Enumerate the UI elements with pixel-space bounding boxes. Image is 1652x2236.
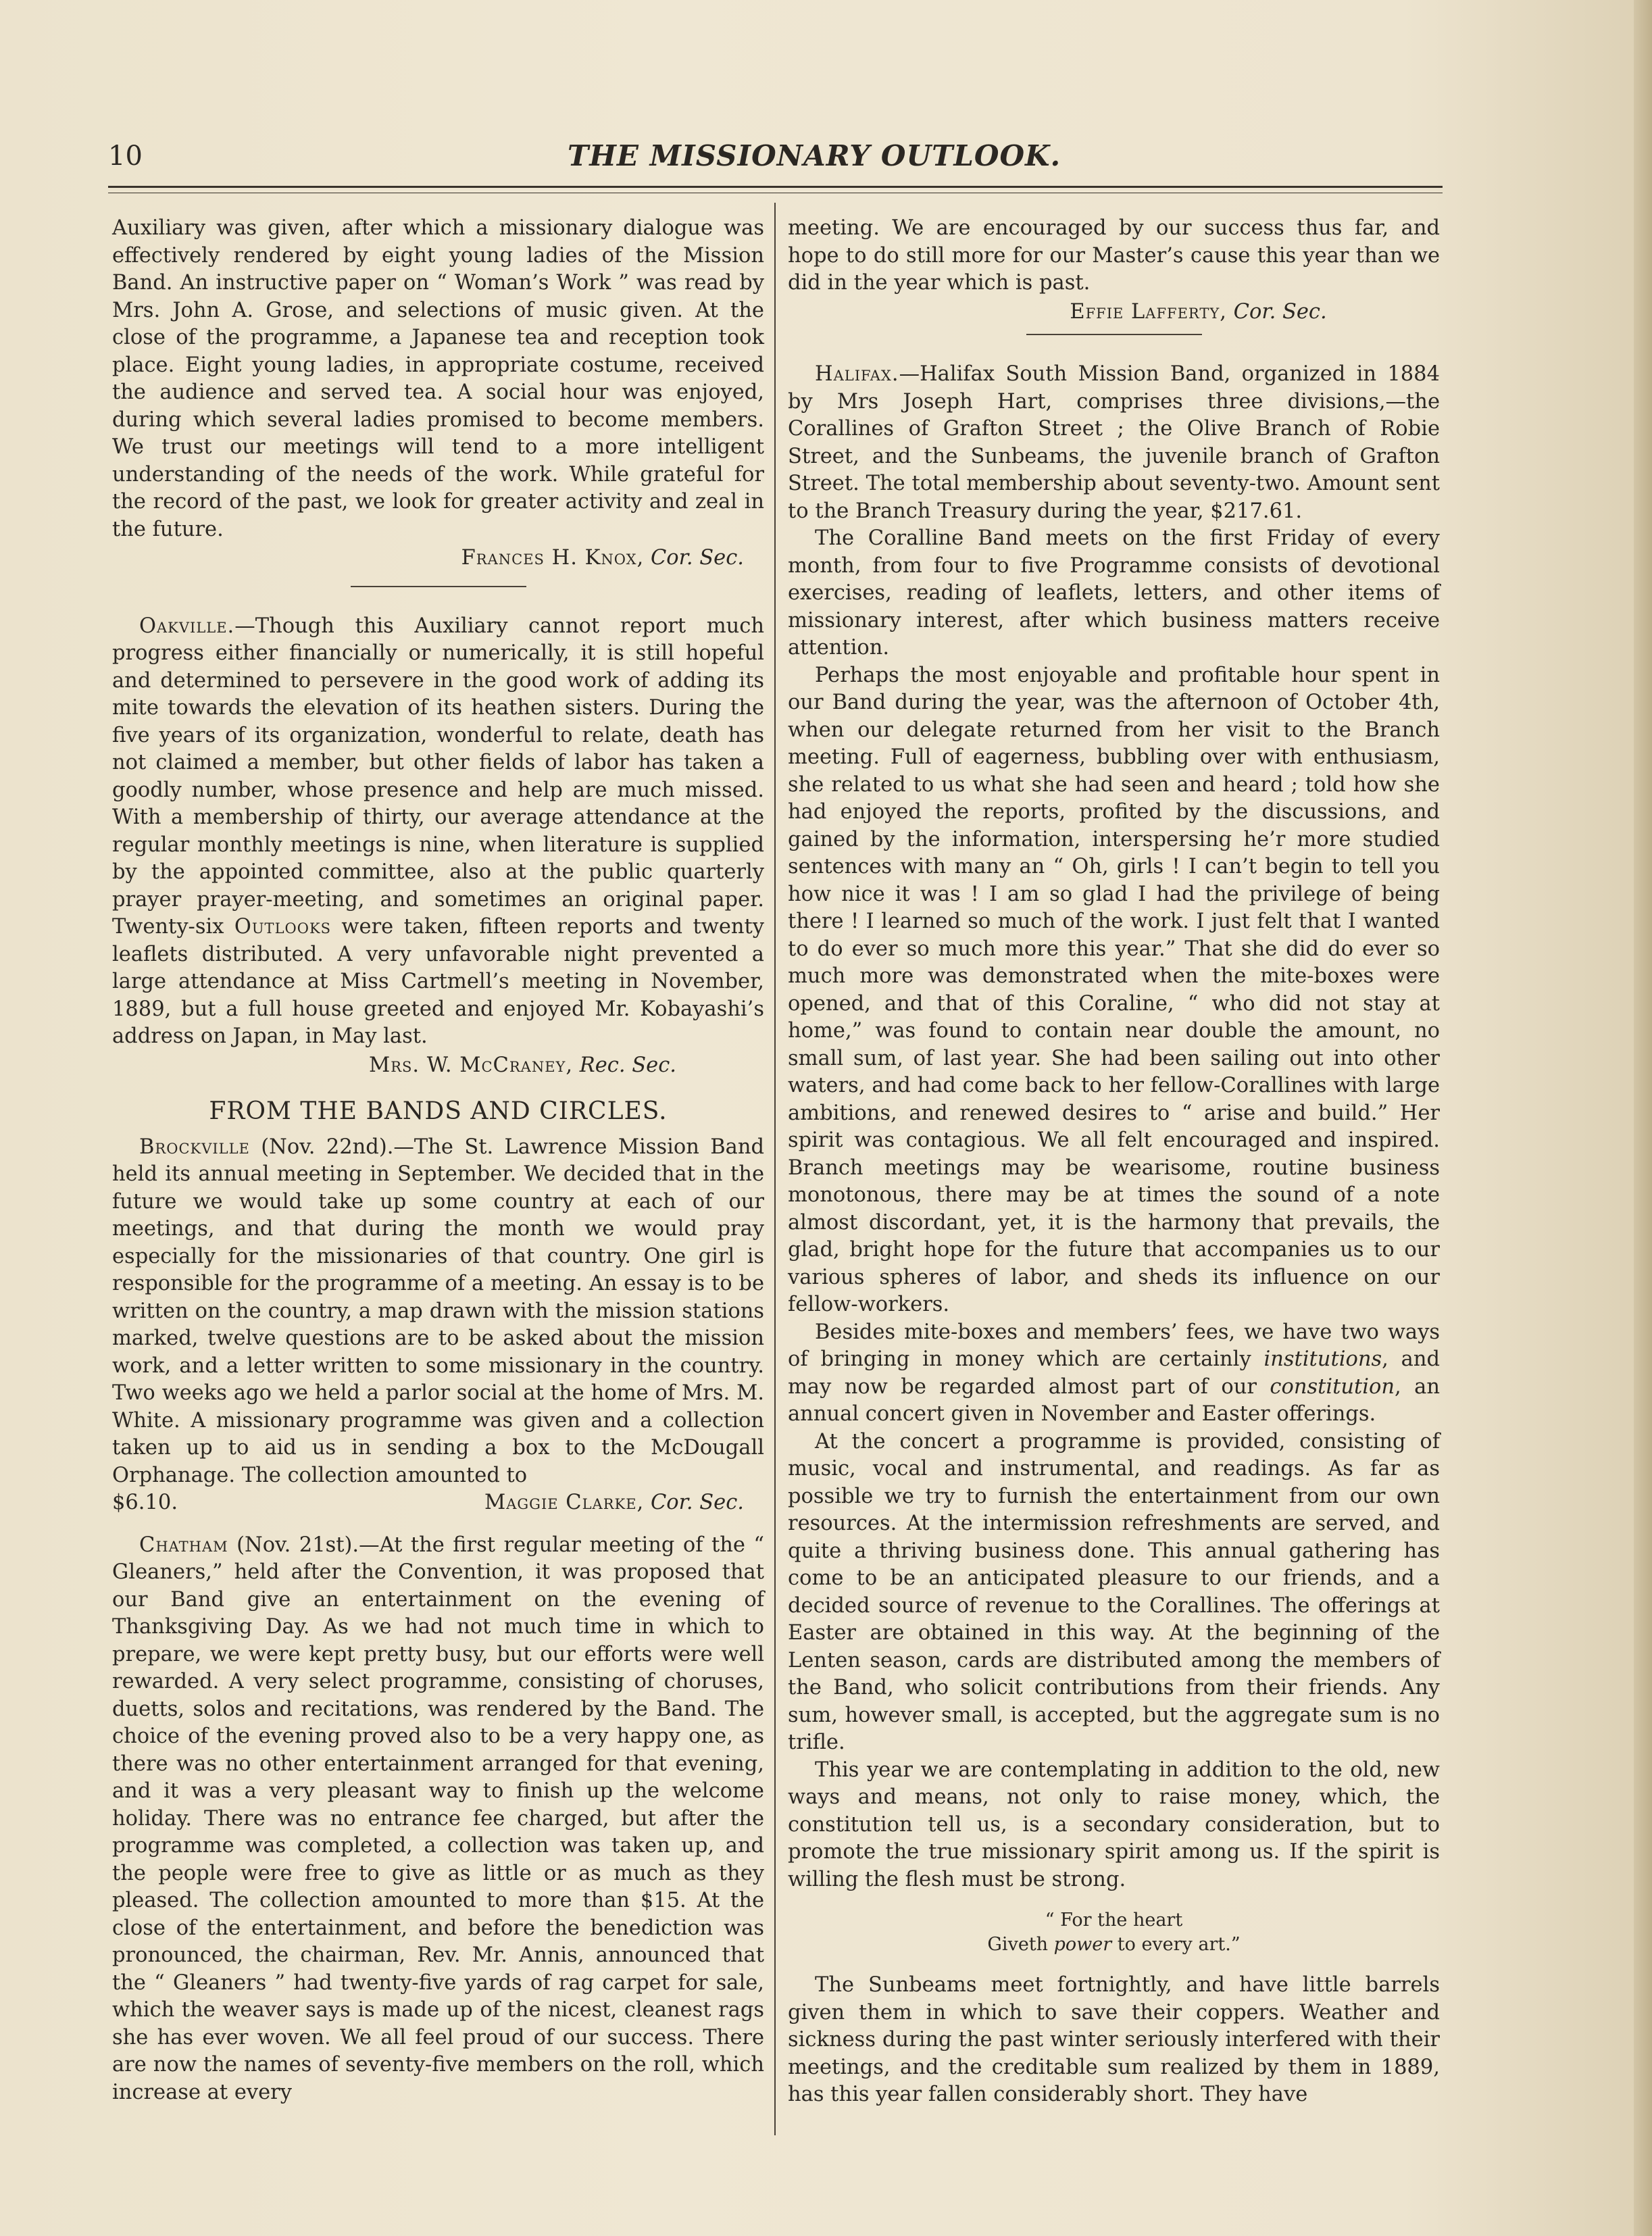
separator-rule: [351, 586, 526, 587]
section-heading: FROM THE BANDS AND CIRCLES.: [209, 1097, 668, 1125]
right-column: [788, 215, 1440, 2109]
report-text: (Nov. 22nd).—The St. Lawrence Mission Band held its annual meeting in September. We decided that in the future we would take up some country at each of our meetings, and that during the month we would pray especially for the missionaries of that country. One girl is responsible for the programme of a meeting. An essay is to be written on the country, a map drawn with the mission stations marked, twelve questions are to be asked about the mission work, and a letter written to some missionary in the country. Two weeks ago we held a parlor social at the home of Mrs. M. White. A missionary programme was given and a collection taken up to aid us in sending a box to the McDougall Orphanage. The collection amounted to: [112, 1135, 764, 1487]
report-text: (Nov. 21st).—At the first regular meeting of the “ Gleaners,” held after the Convention, it was proposed that our Band give an entertainment on the evening of Thanksgiving Day. As we had not much time in which to prepare, we were kept pretty busy, but our efforts were well rewarded. A very select programme, consisting of choruses, duetts, solos and recitations, was rendered by the Band. The choice of the evening proved also to be a very happy one, as there was no other entertainment arranged for that evening, and it was a very pleasant way to finish up the welcome holiday. There was no entrance fee charged, but after the programme was completed, a collection was taken up, and the people were free to give as little or as much as they pleased. The collection amounted to more than $15. At the close of the entertainment, and before the benediction was pronounced, the chairman, Rev. Mr. Annis, announced that the “ Gleaners ” had twenty-five yards of rag carpet for sale, which the weaver says is made up of the nicest, cleanest rags she has ever woven. We all feel proud of our success. There are now the names of seventy-five members on the roll, which increase at every: [112, 1533, 764, 2104]
report-place: Halifax.: [815, 362, 899, 386]
page-edge: [1634, 0, 1652, 2236]
signature-line: [112, 1489, 764, 1517]
emphasis: power: [1053, 1934, 1112, 1955]
report-brockville: [112, 1134, 764, 1490]
signature-name: Maggie Clarke,: [484, 1491, 645, 1514]
column-divider: [774, 203, 776, 2135]
signature-name: Mrs. W. McCraney,: [368, 1053, 574, 1077]
paragraph: The Sunbeams meet fortnightly, and have little barrels given them in which to save their coppers. Weather and sickness during the past winter seriously interfered with their meetings, and the creditable sum realized by them in 1889, has this year fallen considerably short. They have: [788, 1973, 1440, 2106]
paragraph: This year we are contemplating in addition to the old, new ways and means, not only to raise money, which, the constitution tell us, is a secondary consideration, but to promote the true missionary spirit among us. If the spirit is willing the flesh must be strong.: [788, 1758, 1440, 1891]
left-column: [112, 215, 764, 2106]
signature-name: Effie Lafferty,: [1070, 299, 1227, 324]
report-place: Chatham: [139, 1533, 228, 1557]
paragraph: Auxiliary was given, after which a missionary dialogue was effectively rendered by eight young ladies of the Mission Band. An instructive paper on “ Woman’s Work ” was read by Mrs. John A. Grose, and selections of music given. At the close of the programme, a Japanese tea and reception took place. Eight young ladies, in appropriate costume, received the audience and served tea. A social hour was enjoyed, during which several ladies promised to become members. We trust our meetings will tend to a more intelligent understanding of the needs of the work. While grateful for the record of the past, we look for greater activity and zeal in the future.: [112, 216, 764, 541]
paragraph: meeting. We are encouraged by our success thus far, and hope to do still more for our Master’s cause this year than we did in the year which is past.: [788, 216, 1440, 295]
text-run: to every art.”: [1111, 1934, 1241, 1955]
paragraph: [788, 1319, 1440, 1428]
page-number: 10: [108, 141, 143, 172]
text-run: Besides mite-boxes and members’ fees, we have two ways of bringing in money which are certainly: [788, 1320, 1440, 1371]
page-header: [95, 135, 1446, 182]
signature-role: Cor. Sec.: [650, 546, 744, 570]
signature-name: Frances H. Knox,: [461, 546, 645, 570]
report-text: were taken, fifteen reports and twenty leaflets distributed. A very unfavorable night prevented a large attendance at Miss Cartmell’s meeting in November, 1889, but a full house greeted and enjoyed Mr. Kobayashi’s address on Japan, in May last.: [112, 915, 764, 1048]
quote-line: [788, 1933, 1440, 1957]
verse-quote: [788, 1908, 1440, 1957]
report-text: —Though this Auxiliary cannot report much progress either financially or numerically, it is still hopeful and determined to persevere in the good work of adding its mite towards the elevation of its heathen sisters. During the five years of its organization, wonderful to relate, death has not claimed a member, but other fields of labor has taken a goodly number, whose presence and help are much missed. With a membership of thirty, our average attendance at the regular monthly meetings is nine, when literature is supplied by the appointed committee, also at the public quarterly prayer prayer-meeting, and sometimes an original paper. Twenty-six: [112, 614, 764, 939]
signature: [112, 1052, 764, 1080]
signature: [788, 299, 1440, 326]
report-text: —Halifax South Mission Band, organized in 1884 by Mrs Joseph Hart, comprises three divisions,—the Corallines of Grafton Street ; the Olive Branch of Robie Street, and the Sunbeams, the juvenile branch of Grafton Street. The total membership about seventy-two. Amount sent to the Branch Treasury during the year, $217.61.: [788, 362, 1440, 523]
header-rule-thick: [108, 186, 1443, 188]
report-halifax: [788, 361, 1440, 525]
signature-role: Rec. Sec.: [579, 1053, 677, 1077]
separator-rule: [1026, 334, 1202, 335]
paragraph: Perhaps the most enjoyable and profitable hour spent in our Band during the year, was the afternoon of October 4th, when our delegate returned from her visit to the Branch meeting. Full of eagerness, bubbling over with enthusiasm, she related to us what she had seen and heard ; told how she had enjoyed the reports, profited by the discussions, and gained by the information, interspersing he’r more studied sentences with many an “ Oh, girls ! I can’t begin to tell you how nice it was ! I am so glad I had the privilege of being there ! I learned so much of the work. I just felt that I wanted to do ever so much more this year.” That she did do ever so much more was demonstrated when the mite-boxes were opened, and that of this Coraline, “ who did not stay at home,” was found to contain near double the amount, no small sum, of last year. She had been sailing out into other waters, and had come back to her fellow-Corallines with large ambitions, and renewed desires to “ arise and build.” Her spirit was contagious. We all felt encouraged and inspired. Branch meetings may be wearisome, routine business monotonous, there may be at times the sound of a note almost discordant, yet, it is the harmony that prevails, the glad, bright hope for the future that accompanies us to our various spheres of labor, and sheds its influence on our fellow-workers.: [788, 663, 1440, 1316]
report-place: Brockville: [139, 1135, 250, 1159]
emphasis: constitution: [1270, 1374, 1395, 1399]
signature-role: Cor. Sec.: [650, 1491, 744, 1514]
publication-name: Outlooks: [234, 915, 332, 939]
quote-line: “ For the heart: [1045, 1910, 1183, 1931]
report-oakville: [112, 613, 764, 1051]
emphasis: institutions: [1263, 1347, 1382, 1371]
signature: [112, 545, 744, 572]
text-run: Giveth: [987, 1934, 1054, 1955]
report-place: Oakville.: [139, 614, 235, 638]
paragraph: The Coralline Band meets on the first Friday of every month, from four to five Programme consists of devotional exercises, reading of leaflets, letters, and other items of missionary interest, after which business matters receive attention.: [788, 526, 1440, 660]
signature: [484, 1489, 744, 1517]
signature-role: Cor. Sec.: [1233, 299, 1327, 324]
running-head: THE MISSIONARY OUTLOOK.: [568, 139, 1061, 172]
collection-amount: $6.10.: [112, 1491, 178, 1514]
paragraph: At the concert a programme is provided, consisting of music, vocal and instrumental, and readings. As far as possible we try to furnish the entertainment from our own resources. At the intermission refreshments are served, and quite a thriving business done. This annual gathering has come to be an anticipated pleasure to our friends, and a decided source of revenue to the Corallines. The offerings at Easter are obtained in this way. At the beginning of the Lenten season, cards are distributed among the members of the Band, who solicit contributions from their friends. Any sum, however small, is accepted, but the aggregate sum is no trifle.: [788, 1429, 1440, 1754]
report-chatham: [112, 1532, 764, 2107]
text-run: , and may now be regarded almost part of our: [788, 1347, 1440, 1399]
text-run: , an annual concert given in November and Easter offerings.: [788, 1374, 1440, 1426]
